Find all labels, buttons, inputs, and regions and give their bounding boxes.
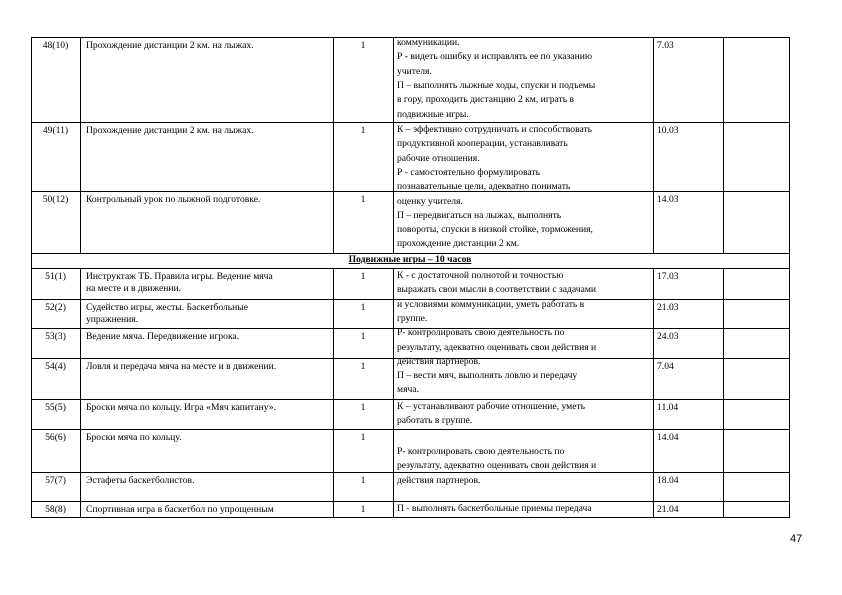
uud-text-line: Р - самостоятельно формулировать [397,166,540,178]
uud-text-line: К – устанавливают рабочие отношение, уметь [397,401,586,412]
lesson-topic: Инструктаж ТБ. Правила игры. Ведение мяча [86,271,273,282]
lesson-hours: 1 [360,504,366,515]
uud-text-line: П - выполнять баскетбольные приемы передача [397,503,592,514]
uud-text-line: П – выполнять лыжные ходы, спуски и подъемы [397,79,596,91]
uud-text-line: работать в группе. [397,415,473,427]
uud-text-line: оценку учителя. [397,195,463,207]
lesson-number: 58(8) [45,504,66,515]
lesson-hours: 1 [360,125,366,136]
uud-text-line: подвижные игры. [397,108,469,120]
uud-text-line: группе. [397,312,428,324]
uud-text-line: коммуникации. [397,37,460,48]
uud-text-line: К - с достаточной полнотой и точностью [397,270,564,281]
table-column-rule [393,268,394,517]
uud-text-line: выражать свои мысли в соответствии с задачами [397,284,597,296]
table-column-rule [789,37,790,253]
uud-text-line: Р- контролировать свою деятельность по [397,327,565,339]
lesson-date: 17.03 [657,271,679,282]
lesson-number: 55(5) [45,402,66,413]
lesson-hours: 1 [360,194,366,205]
uud-text-line: действия партнеров. [397,474,481,486]
uud-text-line: и условиями коммуникации, уметь работать в [397,298,585,310]
table-column-rule [80,37,81,253]
page-number: 47 [790,533,803,545]
uud-text-line: результату, адекватно оценивать свои действия и [397,341,597,353]
uud-text-line: Р- контролировать свою деятельность по [397,446,565,457]
lesson-number: 52(2) [45,302,66,313]
uud-text-line: прохождение дистанции 2 км. [397,238,520,250]
lesson-hours: 1 [360,361,366,372]
table-column-rule [653,268,654,517]
lesson-hours: 1 [360,475,366,486]
uud-text-line: продуктивной кооперации, устанавливать [397,138,568,150]
uud-text-line: К – эффективно сотрудничать и способствовать [397,124,593,135]
table-rule [31,268,790,269]
lesson-number: 50(12) [42,194,69,205]
lesson-topic: упражнения. [86,314,139,325]
uud-text-line: мяча. [397,384,419,396]
table-rule [31,122,790,123]
lesson-topic: Прохождение дистанции 2 км. на лыжах. [86,40,254,51]
uud-text-line: П – передвигаться на лыжах, выполнять [397,209,562,221]
lesson-hours: 1 [360,331,366,342]
lesson-hours: 1 [360,402,366,413]
lesson-number: 51(1) [45,271,66,282]
lesson-date: 18.04 [657,475,679,486]
lesson-date: 24.03 [657,331,679,342]
lesson-topic: Ловля и передача мяча на месте и в движении. [86,361,277,372]
table-column-rule [723,268,724,517]
lesson-topic: Броски мяча по кольцу. [86,432,182,443]
lesson-number: 53(3) [45,331,66,342]
lesson-hours: 1 [360,271,366,282]
uud-text-line: действия партнеров. [397,355,481,367]
table-rule [31,501,790,502]
lesson-date: 14.04 [657,432,679,443]
lesson-topic: на месте и в движении. [86,283,182,294]
uud-text-line: в гору, проходить дистанцию 2 км, играть в [397,94,575,106]
lesson-topic: Эстафеты баскетболистов. [86,475,195,486]
lesson-date: 11.04 [657,402,679,413]
lesson-topic: Ведение мяча. Передвижение игрока. [86,331,240,342]
uud-text-line: П – вести мяч, выполнять ловлю и передачу [397,370,578,382]
lesson-number: 49(11) [42,125,69,136]
table-rule [31,517,790,518]
table-column-rule [393,37,394,253]
table-column-rule [80,268,81,517]
uud-text-line: рабочие отношения. [397,152,480,164]
table-rule [31,429,790,430]
lesson-topic: Броски мяча по кольцу. Игра «Мяч капитану». [86,402,276,413]
uud-text-line: познавательные цели, адекватно понимать [397,181,571,193]
uud-text-line: результату, адекватно оценивать свои действия и [397,460,597,472]
lesson-number: 57(7) [45,475,66,486]
lesson-number: 56(6) [45,432,66,443]
lesson-date: 10.03 [657,125,679,136]
uud-text-line: Р - видеть ошибку и исправлять ее по указанию [397,51,592,63]
lesson-date: 14.03 [657,194,679,205]
table-column-rule [653,37,654,253]
table-column-rule [31,37,32,253]
lesson-hours: 1 [360,432,366,443]
lesson-topic: Судейство игры, жесты. Баскетбольные [86,302,248,313]
lesson-topic: Прохождение дистанции 2 км. на лыжах. [86,125,254,136]
lesson-hours: 1 [360,302,366,313]
table-column-rule [789,268,790,517]
lesson-number: 54(4) [45,361,66,372]
section-title: Подвижные игры – 10 часов [348,254,472,265]
lesson-number: 48(10) [42,40,69,51]
uud-text-line: учителя. [397,65,432,77]
table-rule [31,399,790,400]
lesson-hours: 1 [360,40,366,51]
table-column-rule [333,37,334,253]
lesson-date: 7.03 [657,40,674,51]
table-column-rule [789,253,790,268]
table-column-rule [723,37,724,253]
lesson-topic: Контрольный урок по лыжной подготовке. [86,194,261,205]
lesson-topic: Спортивная игра в баскетбол по упрощенным [86,504,274,515]
uud-text-line: повороты, спуски в низкой стойке, торможения, [397,224,593,236]
lesson-date: 21.04 [657,504,679,515]
lesson-date: 7.04 [657,361,674,372]
lesson-date: 21.03 [657,302,679,313]
